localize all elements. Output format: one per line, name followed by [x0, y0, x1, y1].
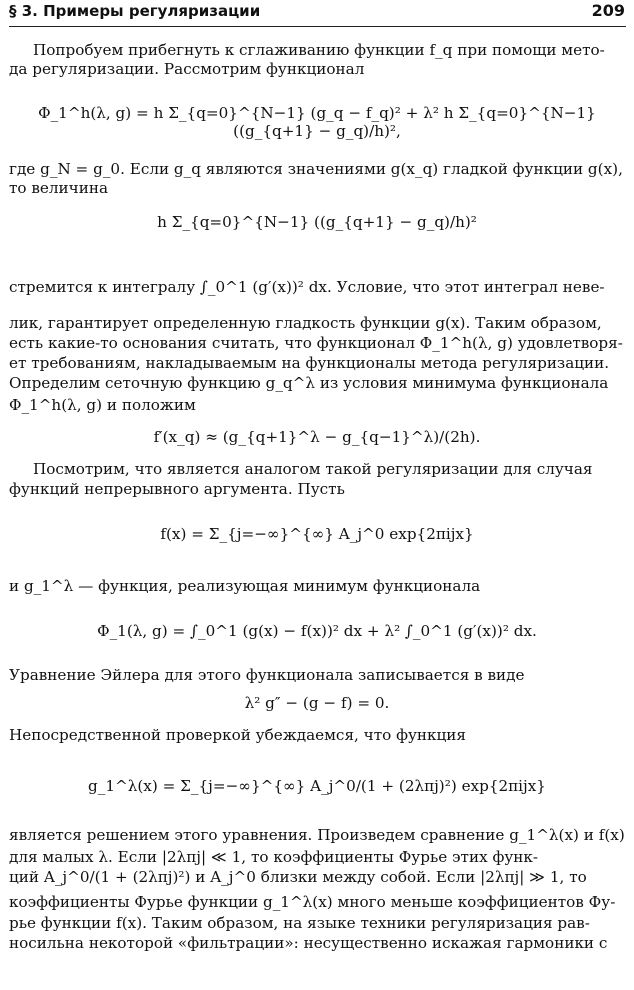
- text-line: Определим сеточную функцию g_q^λ из условия минимума функционала: [9, 374, 609, 392]
- text-line: носильна некоторой «фильтрации»: несущественно искажая гармоники с: [9, 934, 608, 952]
- text-line: где g_N = g_0. Если g_q являются значениями g(x_q) гладкой функции g(x),: [9, 160, 623, 178]
- text-line: то величина: [9, 179, 109, 197]
- text-line: да регуляризации. Рассмотрим функционал: [9, 60, 365, 78]
- running-header: [9, 0, 626, 27]
- text-line: рье функции f(x). Таким образом, на языке техники регуляризация рав-: [9, 914, 590, 932]
- text-line: Посмотрим, что является аналогом такой регуляризации для случая: [33, 460, 593, 478]
- text-line: Уравнение Эйлера для этого функционала записывается в виде: [9, 666, 525, 684]
- text-line: коэффициенты Фурье функции g_1^λ(x) много меньше коэффициентов Фу-: [9, 893, 616, 911]
- formula-fourier-series: f(x) = Σ_{j=−∞}^{∞} A_j^0 exp{2πijx}: [160, 525, 474, 543]
- formula-euler-equation: λ² g″ − (g − f) = 0.: [244, 694, 390, 712]
- text-line: и g_1^λ — функция, реализующая минимум функционала: [9, 577, 481, 595]
- text-line: стремится к интегралу ∫_0^1 (g′(x))² dx. Условие, что этот интеграл неве-: [9, 278, 605, 296]
- text-line: Непосредственной проверкой убеждаемся, что функция: [9, 726, 466, 744]
- text-line: ет требованиям, накладываемым на функционалы метода регуляризации.: [9, 354, 610, 372]
- formula-solution: g_1^λ(x) = Σ_{j=−∞}^{∞} A_j^0/(1 + (2λπj)²) exp{2πijx}: [88, 777, 546, 795]
- text-line: есть какие-то основания считать, что функционал Φ_1^h(λ, g) удовлетворя-: [9, 334, 623, 352]
- formula-functional-discrete: Φ_1^h(λ, g) = h Σ_{q=0}^{N−1} (g_q − f_q)² + λ² h Σ_{q=0}^{N−1} ((g_{q+1} − g_q)/h)²,: [38, 104, 596, 140]
- page-number: 209: [591, 1, 625, 20]
- text-line: для малых λ. Если |2λπj| ≪ 1, то коэффициенты Фурье этих функ-: [9, 848, 539, 866]
- formula-smoothness-sum: h Σ_{q=0}^{N−1} ((g_{q+1} − g_q)/h)²: [157, 213, 477, 231]
- text-line: является решением этого уравнения. Произведем сравнение g_1^λ(x) и f(x): [9, 826, 625, 844]
- text-line: функций непрерывного аргумента. Пусть: [9, 480, 345, 498]
- text-line: ций A_j^0/(1 + (2λπj)²) и A_j^0 близки между собой. Если |2λπj| ≫ 1, то: [9, 868, 587, 886]
- text-line: Попробуем прибегнуть к сглаживанию функции f_q при помощи мето-: [33, 41, 605, 59]
- formula-functional-continuous: Φ_1(λ, g) = ∫_0^1 (g(x) − f(x))² dx + λ² ∫_0^1 (g′(x))² dx.: [97, 622, 537, 640]
- text-line: Φ_1^h(λ, g) и положим: [9, 396, 196, 414]
- section-title: § 3. Примеры регуляризации: [9, 2, 261, 20]
- text-line: лик, гарантирует определенную гладкость функции g(x). Таким образом,: [9, 314, 602, 332]
- formula-derivative-approx: f′(x_q) ≈ (g_{q+1}^λ − g_{q−1}^λ)/(2h).: [153, 428, 481, 446]
